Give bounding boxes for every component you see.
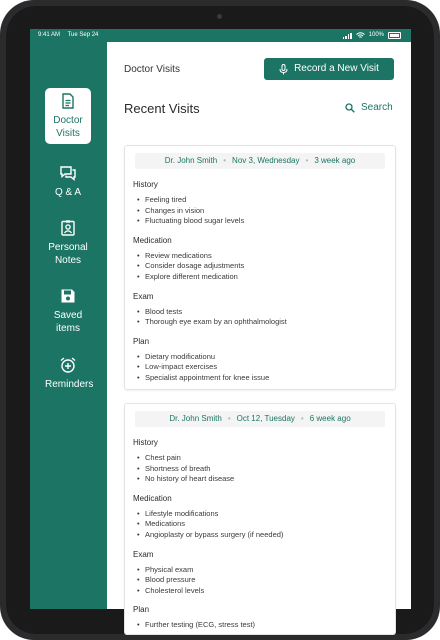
section-heading: Plan: [133, 336, 150, 346]
visit-ago: 6 week ago: [309, 414, 351, 423]
separator-dot: •: [305, 156, 309, 165]
section-heading: History: [133, 180, 158, 189]
record-visit-button[interactable]: [264, 58, 394, 80]
visit-card[interactable]: [124, 145, 396, 390]
status-time: 9:41 AM: [38, 32, 61, 38]
section-list: [137, 620, 387, 631]
status-bar: [30, 29, 411, 42]
list-item: • Thorough eye exam by an ophthalmologist: [137, 317, 387, 328]
chat-icon: [59, 164, 77, 182]
list-item: • Fluctuating blood sugar levels: [137, 216, 387, 227]
section-heading: Exam: [133, 291, 154, 301]
list-item: • Further testing (ECG, stress test): [137, 620, 387, 631]
list-item: • Consider dosage adjustments: [137, 261, 387, 272]
visit-card-header: [135, 411, 385, 427]
visit-card[interactable]: [124, 403, 396, 635]
list-item: • Chest pain: [137, 453, 387, 464]
sidebar-item-label: Q & A: [54, 187, 82, 198]
page-title: Doctor Visits: [124, 64, 180, 75]
sidebar-item-label: Reminders: [45, 379, 94, 390]
list-item: • Low-impact exercises: [137, 362, 387, 373]
list-item: • No history of heart disease: [137, 474, 387, 485]
list-item: • Dietary modificationu: [137, 352, 387, 363]
visit-ago: 3 week ago: [314, 156, 356, 165]
section-list: [137, 453, 387, 485]
section-list: [137, 565, 387, 597]
visit-card-header: [135, 153, 385, 169]
visit-card-body: [133, 180, 387, 393]
section-list: [137, 352, 387, 384]
section-list: [137, 509, 387, 541]
battery-percent: 100%: [368, 32, 384, 38]
sidebar: [30, 42, 107, 609]
section-heading: Plan: [133, 605, 150, 615]
list-item: • Medications: [137, 519, 387, 530]
camera-dot: [217, 14, 222, 19]
list-item: • Explore different medication: [137, 272, 387, 283]
separator-dot: •: [300, 414, 304, 423]
visit-date: Nov 3, Wednesday: [232, 156, 300, 165]
sidebar-item-label: Saved items: [53, 310, 83, 334]
main-content: [107, 42, 411, 630]
save-icon: [59, 287, 77, 305]
separator-dot: •: [227, 414, 231, 423]
list-item: • Physical exam: [137, 565, 387, 576]
record-visit-label: Record a New Visit: [294, 63, 379, 74]
section-list: [137, 195, 387, 227]
section-heading: Medication: [133, 493, 172, 503]
battery-icon: [388, 32, 401, 39]
recent-visits-heading: Recent Visits: [124, 101, 200, 116]
search-button[interactable]: [345, 102, 393, 113]
list-item: • Shortness of breath: [137, 464, 387, 475]
list-item: • Blood tests: [137, 307, 387, 318]
visit-doctor: Dr. John Smith: [169, 414, 222, 423]
separator-dot: •: [223, 156, 227, 165]
sidebar-item-saved-items[interactable]: [45, 287, 91, 335]
status-date: Tue Sep 24: [67, 32, 99, 38]
microphone-icon: [279, 64, 288, 75]
visit-date: Oct 12, Tuesday: [236, 414, 295, 423]
person-badge-icon: [59, 219, 77, 237]
search-label: Search: [361, 102, 393, 113]
wifi-icon: [356, 32, 365, 39]
search-icon: [345, 103, 355, 113]
list-item: • Specialist appointment for knee issue: [137, 373, 387, 384]
visit-card-body: [133, 438, 387, 640]
signal-icon: [343, 33, 352, 39]
list-item: • Changes in vision: [137, 206, 387, 217]
sidebar-item-label: Personal Notes: [48, 242, 88, 266]
visit-doctor: Dr. John Smith: [164, 156, 218, 165]
sidebar-item-reminders[interactable]: [45, 356, 94, 391]
app-screen: [30, 29, 411, 630]
alarm-icon: [59, 356, 77, 374]
list-item: • Lifestyle modifications: [137, 509, 387, 520]
section-list: [137, 251, 387, 283]
section-list: [137, 307, 387, 328]
list-item: • Blood pressure: [137, 575, 387, 586]
list-item: • Cholesterol levels: [137, 586, 387, 597]
sidebar-item-personal-notes[interactable]: [45, 219, 91, 267]
sidebar-item-label: Doctor Visits: [53, 115, 83, 139]
sidebar-item-qa[interactable]: [45, 164, 91, 199]
list-item: • Angioplasty or bypass surgery (if needed): [137, 530, 387, 541]
sidebar-item-doctor-visits[interactable]: [45, 88, 91, 144]
section-heading: Exam: [133, 549, 154, 559]
section-heading: Medication: [133, 235, 172, 245]
document-icon: [59, 92, 77, 110]
list-item: • Review medications: [137, 251, 387, 262]
list-item: • Feeling tired: [137, 195, 387, 206]
section-heading: History: [133, 438, 158, 447]
